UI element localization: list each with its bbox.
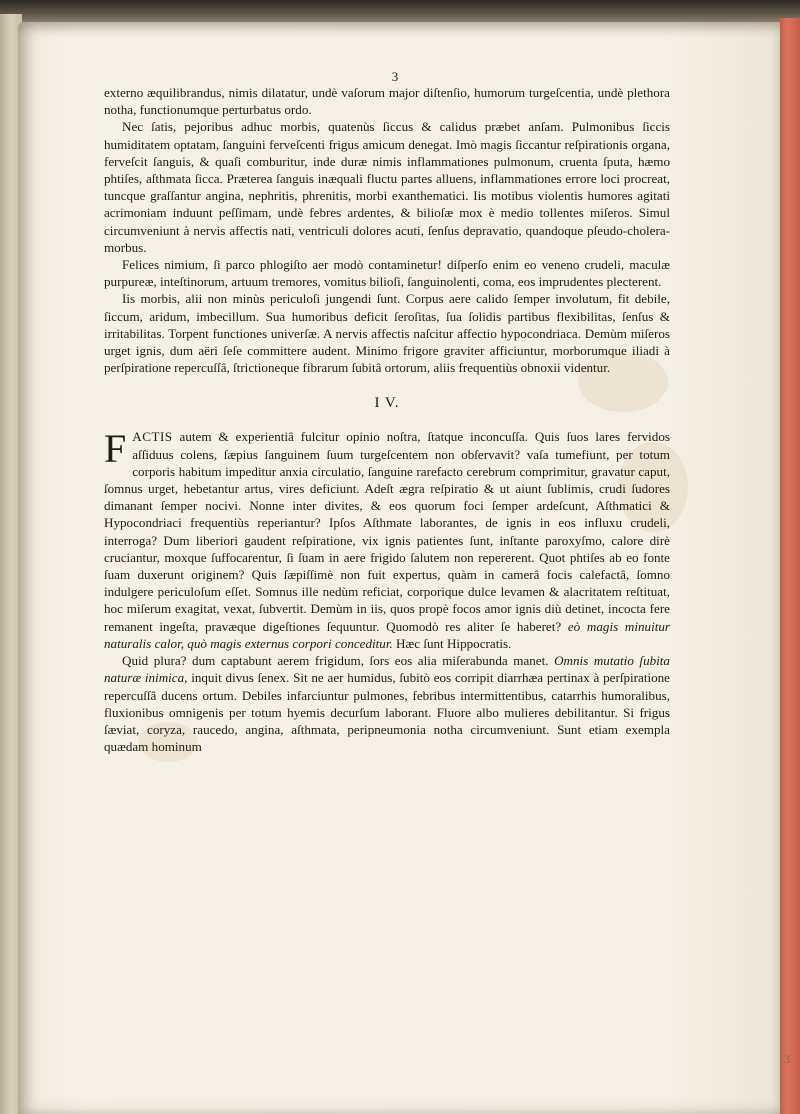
drop-cap: F <box>104 426 127 472</box>
section-heading: I V. <box>374 395 400 412</box>
red-cover-edge <box>778 18 800 1114</box>
paragraph: Nec ſatis, pejoribus adhuc morbis, quatenùs ſiccus & calidus præbet anſam. Pulmonibus ſiccis humiditatem optatam, ſanguini ferveſcenti frigus amicum denegat. Imò magis ſiccantur reſpirationis organa, ferveſcit ſanguis, & quaſi comburitur, inde duræ nimis inflammationes pulmonum, cruenta ſputa, hæmo phtiſes, aſthmata ſicca. Præterea ſanguis inæquali fluctu partes alluens, inflammationes errore loci procreat, tuncque graſſantur angina, nephritis, phrenitis, morbi exanthematici. Iis motibus violentis humores agitati acrimoniam induunt peſſimam, undè febres ardentes, & bilioſæ mox è medio tollentes miſeros. Simul circumveniunt à nervis affectis nati, ventriculi dolores acuti, ſenſus depravatio, quandoque pſeudo-cholera-morbus. <box>104 119 670 255</box>
section-paragraph <box>104 428 670 652</box>
paragraph: Felices nimium, ſi parco phlogiſto aer modò contaminetur! diſperſo enim eo veneno crudeli, maculæ purpureæ, inteſtinorum, artuum tremores, vomitus bilioſi, ſanguinolenti, coma, eos imprudentes plecterent. <box>104 257 670 290</box>
paragraph-text: autem & experientiâ fulcitur opinio noſtra, ſtatque inconcuſſa. Quis ſuos lares fervidos aſſiduus colens, ſæpius ſanguinem ſuum turgeſcentem non obſervavit? vaſa tumefiunt, per totum corporis habitum impeditur anxia circulatio, ſanguine rarefacto cerebrum comprimitur, gravatur caput, ſomnus urget, hebetantur artus, vires deficiunt. Adeſt ægra reſpiratio & ut aiunt ſublimis, crudi ſudores dimanant ſemper nocivi. Nonne inter divites, & eos quorum foci ſemper ardeſcunt, Aſthmatici & Hypocondriaci frequentiùs reperiantur? Ipſos Aſthmate laborantes, de ignis in eos influxu crudeli, interroga? Dum liberiori gaudent reſpiratione, vix ignis patientes ſunt, inſtante paroxyſmo, calore dirè cruciantur, moxque ſuffocarentur, ſi ſuam in aere frigido ſalutem non repererent. Quot phtiſes ab eo fonte ſuam duxerunt originem? Quis ſæpiſſimè non fuit expertus, quàm in camerâ focis calefactâ, ſomno indulgere periculoſum eſſet. Somnus ille nedùm reficiat, corporique dulce levamen & alacritatem reſtituat, hoc miſerum exagitat, vexat, ſubvertit. Demùm in iis, quos propè focos amor ignis diù detinet, incocta fere remanent ingeſta, pravæque digeſtiones ſequuntur. Quomodò res aliter ſe haberet? <box>104 429 670 634</box>
margin-mark: 3 <box>784 1052 790 1066</box>
paragraph: externo æquilibrandus, nimis dilatatur, undè vaſorum major diſtenſio, humorum turgeſcentia, undè plethora notha, functionumque perturbatus ordo. <box>104 85 670 118</box>
paragraph-text: Hæc ſunt Hippocratis. <box>392 635 512 651</box>
book-page <box>18 22 780 1114</box>
quote-italic: Omnis mutatio ſubita naturæ inimica <box>104 653 670 686</box>
hippocrates-quote: eò magis minuitur naturalis calor, quò magis externus corpori conceditur. <box>104 618 670 651</box>
lead-word: ACTIS <box>132 429 173 445</box>
page-text <box>104 70 670 755</box>
page-number: 3 <box>391 69 399 84</box>
paragraph-text: , inquit divus ſenex. Sit ne aer humidus, ſubitò eos corripit diarrhæa pertinax à perſpiratione repercuſſâ ducens ortum. Debiles infarciuntur pulmones, febribus intermittentibus, catarrhis humoralibus, fluxionibus omnigenis per totum hyemis decurſum laborant. Fluore albo mulieres debilitantur. Si frigus ſæviat, coryza, raucedo, angina, aſthmata, peripneumonia notha circumveniunt. Sunt etiam exempla quædam hominum <box>104 670 670 755</box>
section-paragraph <box>104 652 670 755</box>
paragraph-text: Quid plura? dum captabunt aerem frigidum, ſors eos alia miſerabunda manet. <box>122 653 555 669</box>
paragraph: Iis morbis, alii non minùs periculoſi jungendi ſunt. Corpus aere calido ſemper involutum, fit debile, ſiccum, aridum, imbecillum. Sua humoribus deficit ſeroſitas, ſua ſolidis partibus flexibilitas, ſenſus & irritabilitas. Torpent functiones univerſæ. A nervis affectis naſcitur affectio hypocondriaca. Demùm miſeros urget ignis, dum aëri ſeſe committere audent. Minimo frigore graviter afficiuntur, morborumque iliadi à perſpiratione repercuſſâ, ſtrictioneque fibrarum ſubitâ ortorum, aliis frequentiùs obnoxii videntur. <box>104 291 670 376</box>
binding-shadow <box>0 0 800 24</box>
